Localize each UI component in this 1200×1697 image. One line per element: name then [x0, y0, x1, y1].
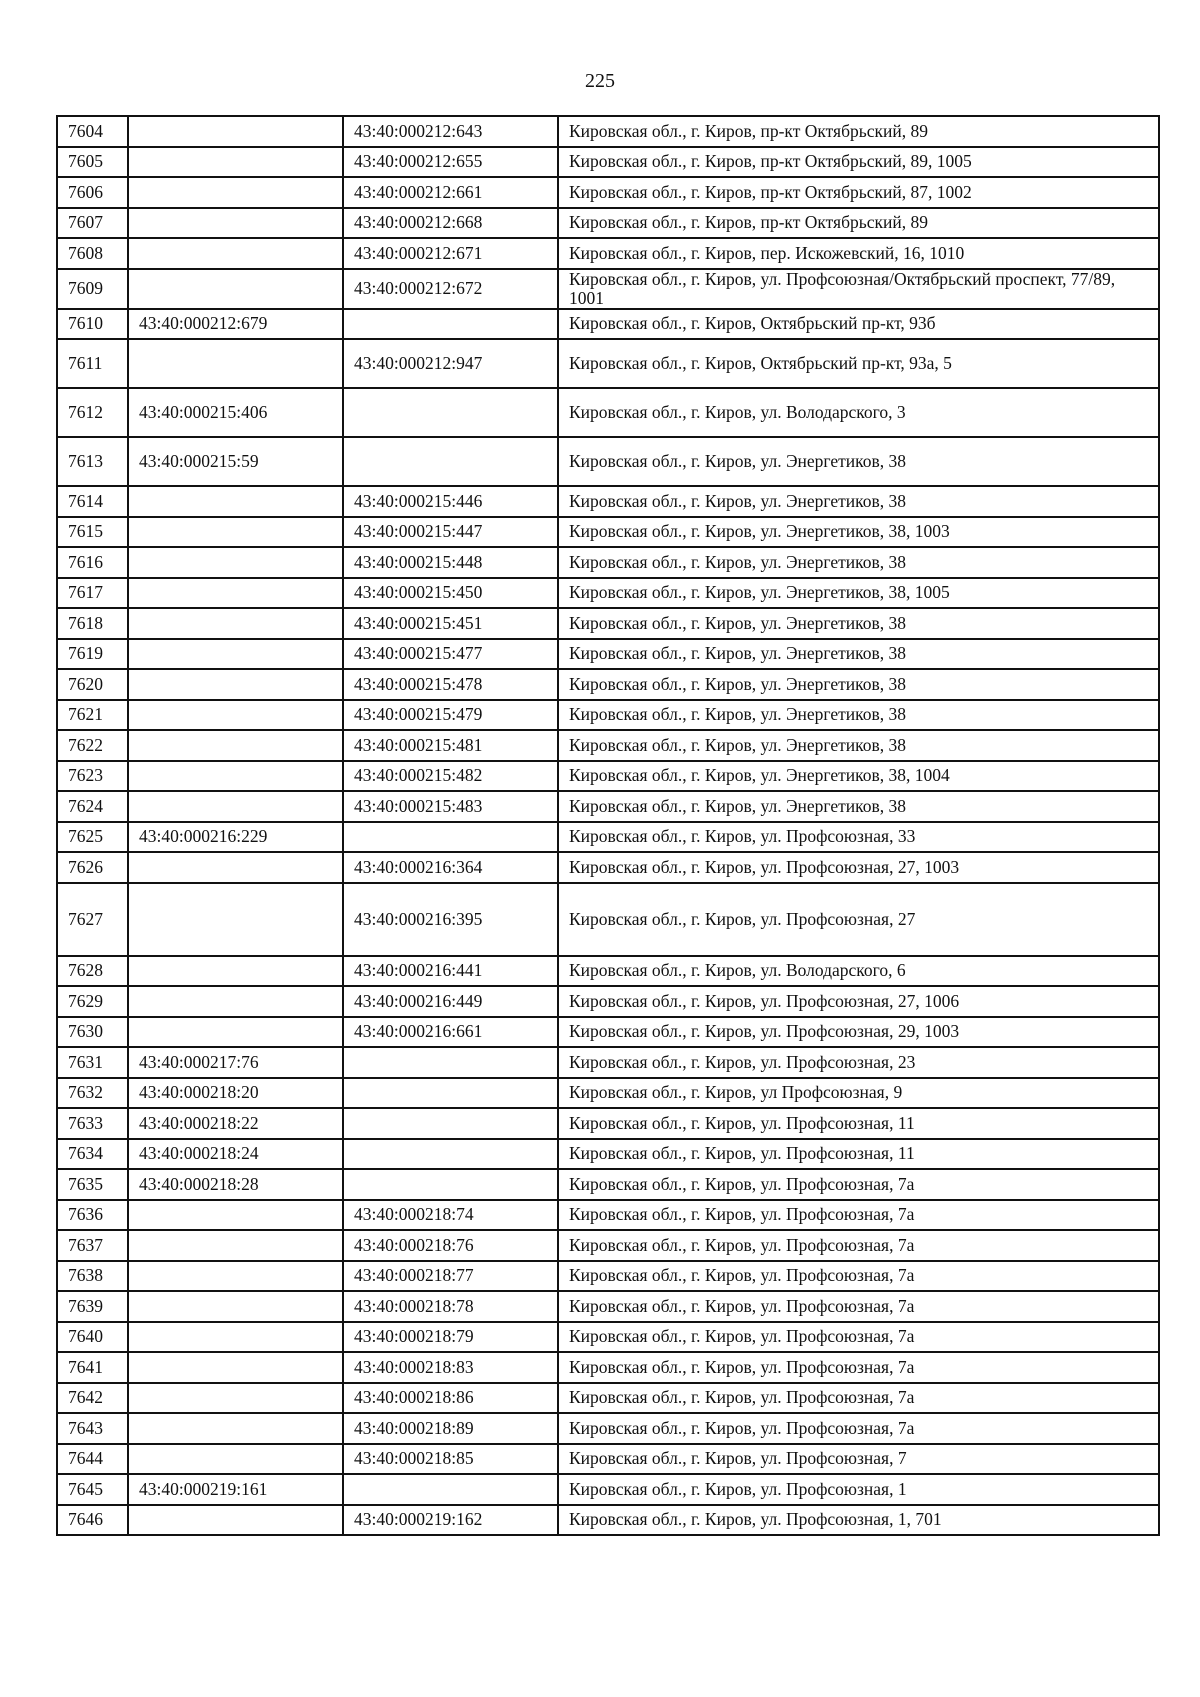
cadastral-number-cell: [128, 177, 343, 208]
address-cell: Кировская обл., г. Киров, ул. Профсоюзная, 1, 701: [558, 1505, 1159, 1536]
cadastral-number-cell: [128, 1200, 343, 1231]
address-cell: Кировская обл., г. Киров, ул. Энергетиков, 38, 1003: [558, 517, 1159, 548]
address-cell: Кировская обл., г. Киров, ул. Профсоюзная, 11: [558, 1108, 1159, 1139]
address-cell: Кировская обл., г. Киров, ул. Профсоюзная, 7а: [558, 1200, 1159, 1231]
cadastral-number-cell: [128, 669, 343, 700]
cadastral-number-cell: 43:40:000219:161: [128, 1474, 343, 1505]
address-cell: Кировская обл., г. Киров, ул. Профсоюзная, 29, 1003: [558, 1017, 1159, 1048]
address-cell: Кировская обл., г. Киров, ул. Володарского, 6: [558, 956, 1159, 987]
cadastral-number-cell: 43:40:000215:59: [128, 437, 343, 486]
cadastral-number-cell: [128, 700, 343, 731]
cadastral-number-cell: [128, 116, 343, 147]
building-cadastral-cell: [343, 1139, 558, 1170]
cadastral-number-cell: [128, 1017, 343, 1048]
row-number-cell: 7635: [57, 1169, 128, 1200]
table-row: [57, 1108, 1159, 1139]
table-row: [57, 1261, 1159, 1292]
table-row: [57, 791, 1159, 822]
table-row: [57, 1078, 1159, 1109]
address-cell: Кировская обл., г. Киров, ул. Профсоюзная, 27: [558, 883, 1159, 956]
table-row: [57, 608, 1159, 639]
cadastral-number-cell: [128, 761, 343, 792]
cadastral-number-cell: [128, 956, 343, 987]
address-cell: Кировская обл., г. Киров, ул. Профсоюзная, 7а: [558, 1322, 1159, 1353]
cadastral-number-cell: [128, 517, 343, 548]
cadastral-number-cell: [128, 238, 343, 269]
row-number-cell: 7611: [57, 339, 128, 388]
building-cadastral-cell: 43:40:000219:162: [343, 1505, 558, 1536]
address-cell: Кировская обл., г. Киров, ул Профсоюзная, 9: [558, 1078, 1159, 1109]
table-row: [57, 517, 1159, 548]
row-number-cell: 7629: [57, 986, 128, 1017]
address-cell: Кировская обл., г. Киров, ул. Энергетиков, 38: [558, 608, 1159, 639]
row-number-cell: 7608: [57, 238, 128, 269]
building-cadastral-cell: 43:40:000218:78: [343, 1291, 558, 1322]
cadastral-number-cell: 43:40:000215:406: [128, 388, 343, 437]
building-cadastral-cell: 43:40:000216:441: [343, 956, 558, 987]
row-number-cell: 7623: [57, 761, 128, 792]
cadastral-number-cell: [128, 1291, 343, 1322]
address-cell: Кировская обл., г. Киров, пр-кт Октябрьский, 87, 1002: [558, 177, 1159, 208]
row-number-cell: 7619: [57, 639, 128, 670]
address-cell: Кировская обл., г. Киров, пр-кт Октябрьский, 89: [558, 208, 1159, 239]
building-cadastral-cell: 43:40:000215:447: [343, 517, 558, 548]
row-number-cell: 7626: [57, 852, 128, 883]
address-cell: Кировская обл., г. Киров, ул. Профсоюзная, 7а: [558, 1169, 1159, 1200]
table-row: [57, 730, 1159, 761]
building-cadastral-cell: 43:40:000216:449: [343, 986, 558, 1017]
cadastral-number-cell: [128, 791, 343, 822]
row-number-cell: 7636: [57, 1200, 128, 1231]
building-cadastral-cell: 43:40:000215:477: [343, 639, 558, 670]
cadastral-number-cell: [128, 269, 343, 309]
row-number-cell: 7644: [57, 1444, 128, 1475]
building-cadastral-cell: [343, 1108, 558, 1139]
row-number-cell: 7609: [57, 269, 128, 309]
table-row: [57, 1322, 1159, 1353]
building-cadastral-cell: 43:40:000215:479: [343, 700, 558, 731]
table-row: [57, 1047, 1159, 1078]
table-row: [57, 852, 1159, 883]
row-number-cell: 7627: [57, 883, 128, 956]
building-cadastral-cell: 43:40:000212:672: [343, 269, 558, 309]
table-row: [57, 1139, 1159, 1170]
row-number-cell: 7616: [57, 547, 128, 578]
building-cadastral-cell: 43:40:000215:483: [343, 791, 558, 822]
cadastral-number-cell: [128, 1444, 343, 1475]
cadastral-number-cell: [128, 208, 343, 239]
building-cadastral-cell: [343, 1474, 558, 1505]
row-number-cell: 7620: [57, 669, 128, 700]
cadastral-number-cell: [128, 883, 343, 956]
table-row: [57, 986, 1159, 1017]
address-cell: Кировская обл., г. Киров, ул. Энергетиков, 38, 1005: [558, 578, 1159, 609]
cadastral-number-cell: 43:40:000218:24: [128, 1139, 343, 1170]
address-cell: Кировская обл., г. Киров, ул. Профсоюзная, 7а: [558, 1230, 1159, 1261]
row-number-cell: 7642: [57, 1383, 128, 1414]
cadastral-number-cell: [128, 1352, 343, 1383]
address-cell: Кировская обл., г. Киров, Октябрьский пр-кт, 93б: [558, 309, 1159, 340]
address-cell: Кировская обл., г. Киров, ул. Энергетиков, 38: [558, 486, 1159, 517]
table-row: [57, 547, 1159, 578]
cadastral-number-cell: [128, 547, 343, 578]
cadastral-number-cell: [128, 339, 343, 388]
address-cell: Кировская обл., г. Киров, ул. Профсоюзная, 11: [558, 1139, 1159, 1170]
address-cell: Кировская обл., г. Киров, ул. Володарского, 3: [558, 388, 1159, 437]
address-cell: Кировская обл., г. Киров, ул. Энергетиков, 38: [558, 669, 1159, 700]
cadastral-number-cell: [128, 1322, 343, 1353]
cadastral-number-cell: [128, 730, 343, 761]
table-row: [57, 486, 1159, 517]
table-row: [57, 1169, 1159, 1200]
row-number-cell: 7605: [57, 147, 128, 178]
building-cadastral-cell: 43:40:000218:83: [343, 1352, 558, 1383]
building-cadastral-cell: 43:40:000218:77: [343, 1261, 558, 1292]
cadastral-number-cell: [128, 852, 343, 883]
table-row: [57, 177, 1159, 208]
table-row: [57, 238, 1159, 269]
building-cadastral-cell: 43:40:000218:85: [343, 1444, 558, 1475]
table-row: [57, 1017, 1159, 1048]
cadastral-number-cell: [128, 1230, 343, 1261]
row-number-cell: 7637: [57, 1230, 128, 1261]
building-cadastral-cell: 43:40:000215:451: [343, 608, 558, 639]
address-cell: Кировская обл., г. Киров, Октябрьский пр-кт, 93а, 5: [558, 339, 1159, 388]
building-cadastral-cell: 43:40:000212:661: [343, 177, 558, 208]
row-number-cell: 7628: [57, 956, 128, 987]
row-number-cell: 7645: [57, 1474, 128, 1505]
building-cadastral-cell: [343, 437, 558, 486]
address-cell: Кировская обл., г. Киров, ул. Энергетиков, 38, 1004: [558, 761, 1159, 792]
row-number-cell: 7640: [57, 1322, 128, 1353]
address-cell: Кировская обл., г. Киров, ул. Профсоюзная, 33: [558, 822, 1159, 853]
table-row: [57, 669, 1159, 700]
address-cell: Кировская обл., г. Киров, ул. Энергетиков, 38: [558, 791, 1159, 822]
table-row: [57, 1505, 1159, 1536]
cadastral-number-cell: [128, 1261, 343, 1292]
building-cadastral-cell: 43:40:000215:478: [343, 669, 558, 700]
address-cell: Кировская обл., г. Киров, ул. Профсоюзная, 7а: [558, 1413, 1159, 1444]
building-cadastral-cell: 43:40:000218:74: [343, 1200, 558, 1231]
table-row: [57, 1291, 1159, 1322]
building-cadastral-cell: 43:40:000212:668: [343, 208, 558, 239]
row-number-cell: 7646: [57, 1505, 128, 1536]
row-number-cell: 7607: [57, 208, 128, 239]
address-cell: Кировская обл., г. Киров, ул. Профсоюзная, 1: [558, 1474, 1159, 1505]
cadastral-number-cell: [128, 986, 343, 1017]
cadastral-number-cell: 43:40:000218:20: [128, 1078, 343, 1109]
table-row: [57, 339, 1159, 388]
row-number-cell: 7606: [57, 177, 128, 208]
table-row: [57, 309, 1159, 340]
row-number-cell: 7621: [57, 700, 128, 731]
row-number-cell: 7632: [57, 1078, 128, 1109]
address-cell: Кировская обл., г. Киров, ул. Профсоюзная, 7а: [558, 1261, 1159, 1292]
registry-rows: [57, 116, 1159, 1535]
cadastral-number-cell: 43:40:000216:229: [128, 822, 343, 853]
cadastral-number-cell: [128, 639, 343, 670]
building-cadastral-cell: [343, 1169, 558, 1200]
row-number-cell: 7613: [57, 437, 128, 486]
building-cadastral-cell: 43:40:000212:643: [343, 116, 558, 147]
row-number-cell: 7625: [57, 822, 128, 853]
building-cadastral-cell: 43:40:000212:671: [343, 238, 558, 269]
table-row: [57, 388, 1159, 437]
table-row: [57, 1352, 1159, 1383]
table-row: [57, 437, 1159, 486]
page-number: 225: [585, 70, 615, 92]
building-cadastral-cell: 43:40:000218:79: [343, 1322, 558, 1353]
building-cadastral-cell: 43:40:000218:86: [343, 1383, 558, 1414]
table-row: [57, 883, 1159, 956]
address-cell: Кировская обл., г. Киров, ул. Энергетиков, 38: [558, 437, 1159, 486]
address-cell: Кировская обл., г. Киров, ул. Профсоюзная, 7а: [558, 1352, 1159, 1383]
row-number-cell: 7631: [57, 1047, 128, 1078]
address-cell: Кировская обл., г. Киров, ул. Профсоюзная, 7а: [558, 1383, 1159, 1414]
building-cadastral-cell: [343, 1047, 558, 1078]
address-cell: Кировская обл., г. Киров, ул. Энергетиков, 38: [558, 700, 1159, 731]
table-row: [57, 578, 1159, 609]
table-row: [57, 822, 1159, 853]
building-cadastral-cell: 43:40:000216:364: [343, 852, 558, 883]
building-cadastral-cell: [343, 822, 558, 853]
building-cadastral-cell: 43:40:000218:89: [343, 1413, 558, 1444]
table-row: [57, 208, 1159, 239]
cadastral-number-cell: [128, 1413, 343, 1444]
address-cell: Кировская обл., г. Киров, ул. Энергетиков, 38: [558, 730, 1159, 761]
address-cell: Кировская обл., г. Киров, ул. Профсоюзная, 7: [558, 1444, 1159, 1475]
row-number-cell: 7624: [57, 791, 128, 822]
building-cadastral-cell: 43:40:000218:76: [343, 1230, 558, 1261]
table-row: [57, 700, 1159, 731]
building-cadastral-cell: 43:40:000216:395: [343, 883, 558, 956]
table-row: [57, 147, 1159, 178]
address-cell: Кировская обл., г. Киров, ул. Профсоюзная, 27, 1006: [558, 986, 1159, 1017]
table-row: [57, 1200, 1159, 1231]
row-number-cell: 7634: [57, 1139, 128, 1170]
table-row: [57, 639, 1159, 670]
row-number-cell: 7643: [57, 1413, 128, 1444]
building-cadastral-cell: 43:40:000212:655: [343, 147, 558, 178]
row-number-cell: 7618: [57, 608, 128, 639]
table-row: [57, 269, 1159, 309]
table-row: [57, 1230, 1159, 1261]
table-row: [57, 761, 1159, 792]
table-row: [57, 1413, 1159, 1444]
cadastral-number-cell: [128, 1505, 343, 1536]
cadastral-number-cell: [128, 147, 343, 178]
row-number-cell: 7612: [57, 388, 128, 437]
row-number-cell: 7604: [57, 116, 128, 147]
table-row: [57, 116, 1159, 147]
table-row: [57, 1383, 1159, 1414]
address-cell: Кировская обл., г. Киров, ул. Энергетиков, 38: [558, 639, 1159, 670]
row-number-cell: 7641: [57, 1352, 128, 1383]
building-cadastral-cell: 43:40:000215:446: [343, 486, 558, 517]
row-number-cell: 7610: [57, 309, 128, 340]
cadastral-number-cell: 43:40:000212:679: [128, 309, 343, 340]
row-number-cell: 7630: [57, 1017, 128, 1048]
building-cadastral-cell: 43:40:000215:482: [343, 761, 558, 792]
address-cell: Кировская обл., г. Киров, ул. Профсоюзная, 23: [558, 1047, 1159, 1078]
building-cadastral-cell: [343, 309, 558, 340]
row-number-cell: 7639: [57, 1291, 128, 1322]
building-cadastral-cell: [343, 1078, 558, 1109]
cadastral-number-cell: [128, 1383, 343, 1414]
address-cell: Кировская обл., г. Киров, пр-кт Октябрьский, 89: [558, 116, 1159, 147]
cadastral-number-cell: [128, 578, 343, 609]
row-number-cell: 7617: [57, 578, 128, 609]
address-cell: Кировская обл., г. Киров, пер. Искожевский, 16, 1010: [558, 238, 1159, 269]
table-row: [57, 956, 1159, 987]
building-cadastral-cell: 43:40:000212:947: [343, 339, 558, 388]
row-number-cell: 7614: [57, 486, 128, 517]
building-cadastral-cell: 43:40:000215:450: [343, 578, 558, 609]
building-cadastral-cell: 43:40:000215:481: [343, 730, 558, 761]
row-number-cell: 7633: [57, 1108, 128, 1139]
address-cell: Кировская обл., г. Киров, пр-кт Октябрьский, 89, 1005: [558, 147, 1159, 178]
address-cell: Кировская обл., г. Киров, ул. Энергетиков, 38: [558, 547, 1159, 578]
registry-table: [56, 115, 1160, 1536]
address-cell: Кировская обл., г. Киров, ул. Профсоюзная, 27, 1003: [558, 852, 1159, 883]
address-cell: Кировская обл., г. Киров, ул. Профсоюзная, 7а: [558, 1291, 1159, 1322]
building-cadastral-cell: 43:40:000215:448: [343, 547, 558, 578]
cadastral-number-cell: 43:40:000218:22: [128, 1108, 343, 1139]
table-row: [57, 1444, 1159, 1475]
building-cadastral-cell: [343, 388, 558, 437]
cadastral-number-cell: 43:40:000218:28: [128, 1169, 343, 1200]
building-cadastral-cell: 43:40:000216:661: [343, 1017, 558, 1048]
row-number-cell: 7638: [57, 1261, 128, 1292]
row-number-cell: 7615: [57, 517, 128, 548]
table-row: [57, 1474, 1159, 1505]
cadastral-number-cell: 43:40:000217:76: [128, 1047, 343, 1078]
cadastral-number-cell: [128, 486, 343, 517]
address-cell: Кировская обл., г. Киров, ул. Профсоюзная/Октябрьский проспект, 77/89, 1001: [558, 269, 1159, 309]
cadastral-number-cell: [128, 608, 343, 639]
row-number-cell: 7622: [57, 730, 128, 761]
